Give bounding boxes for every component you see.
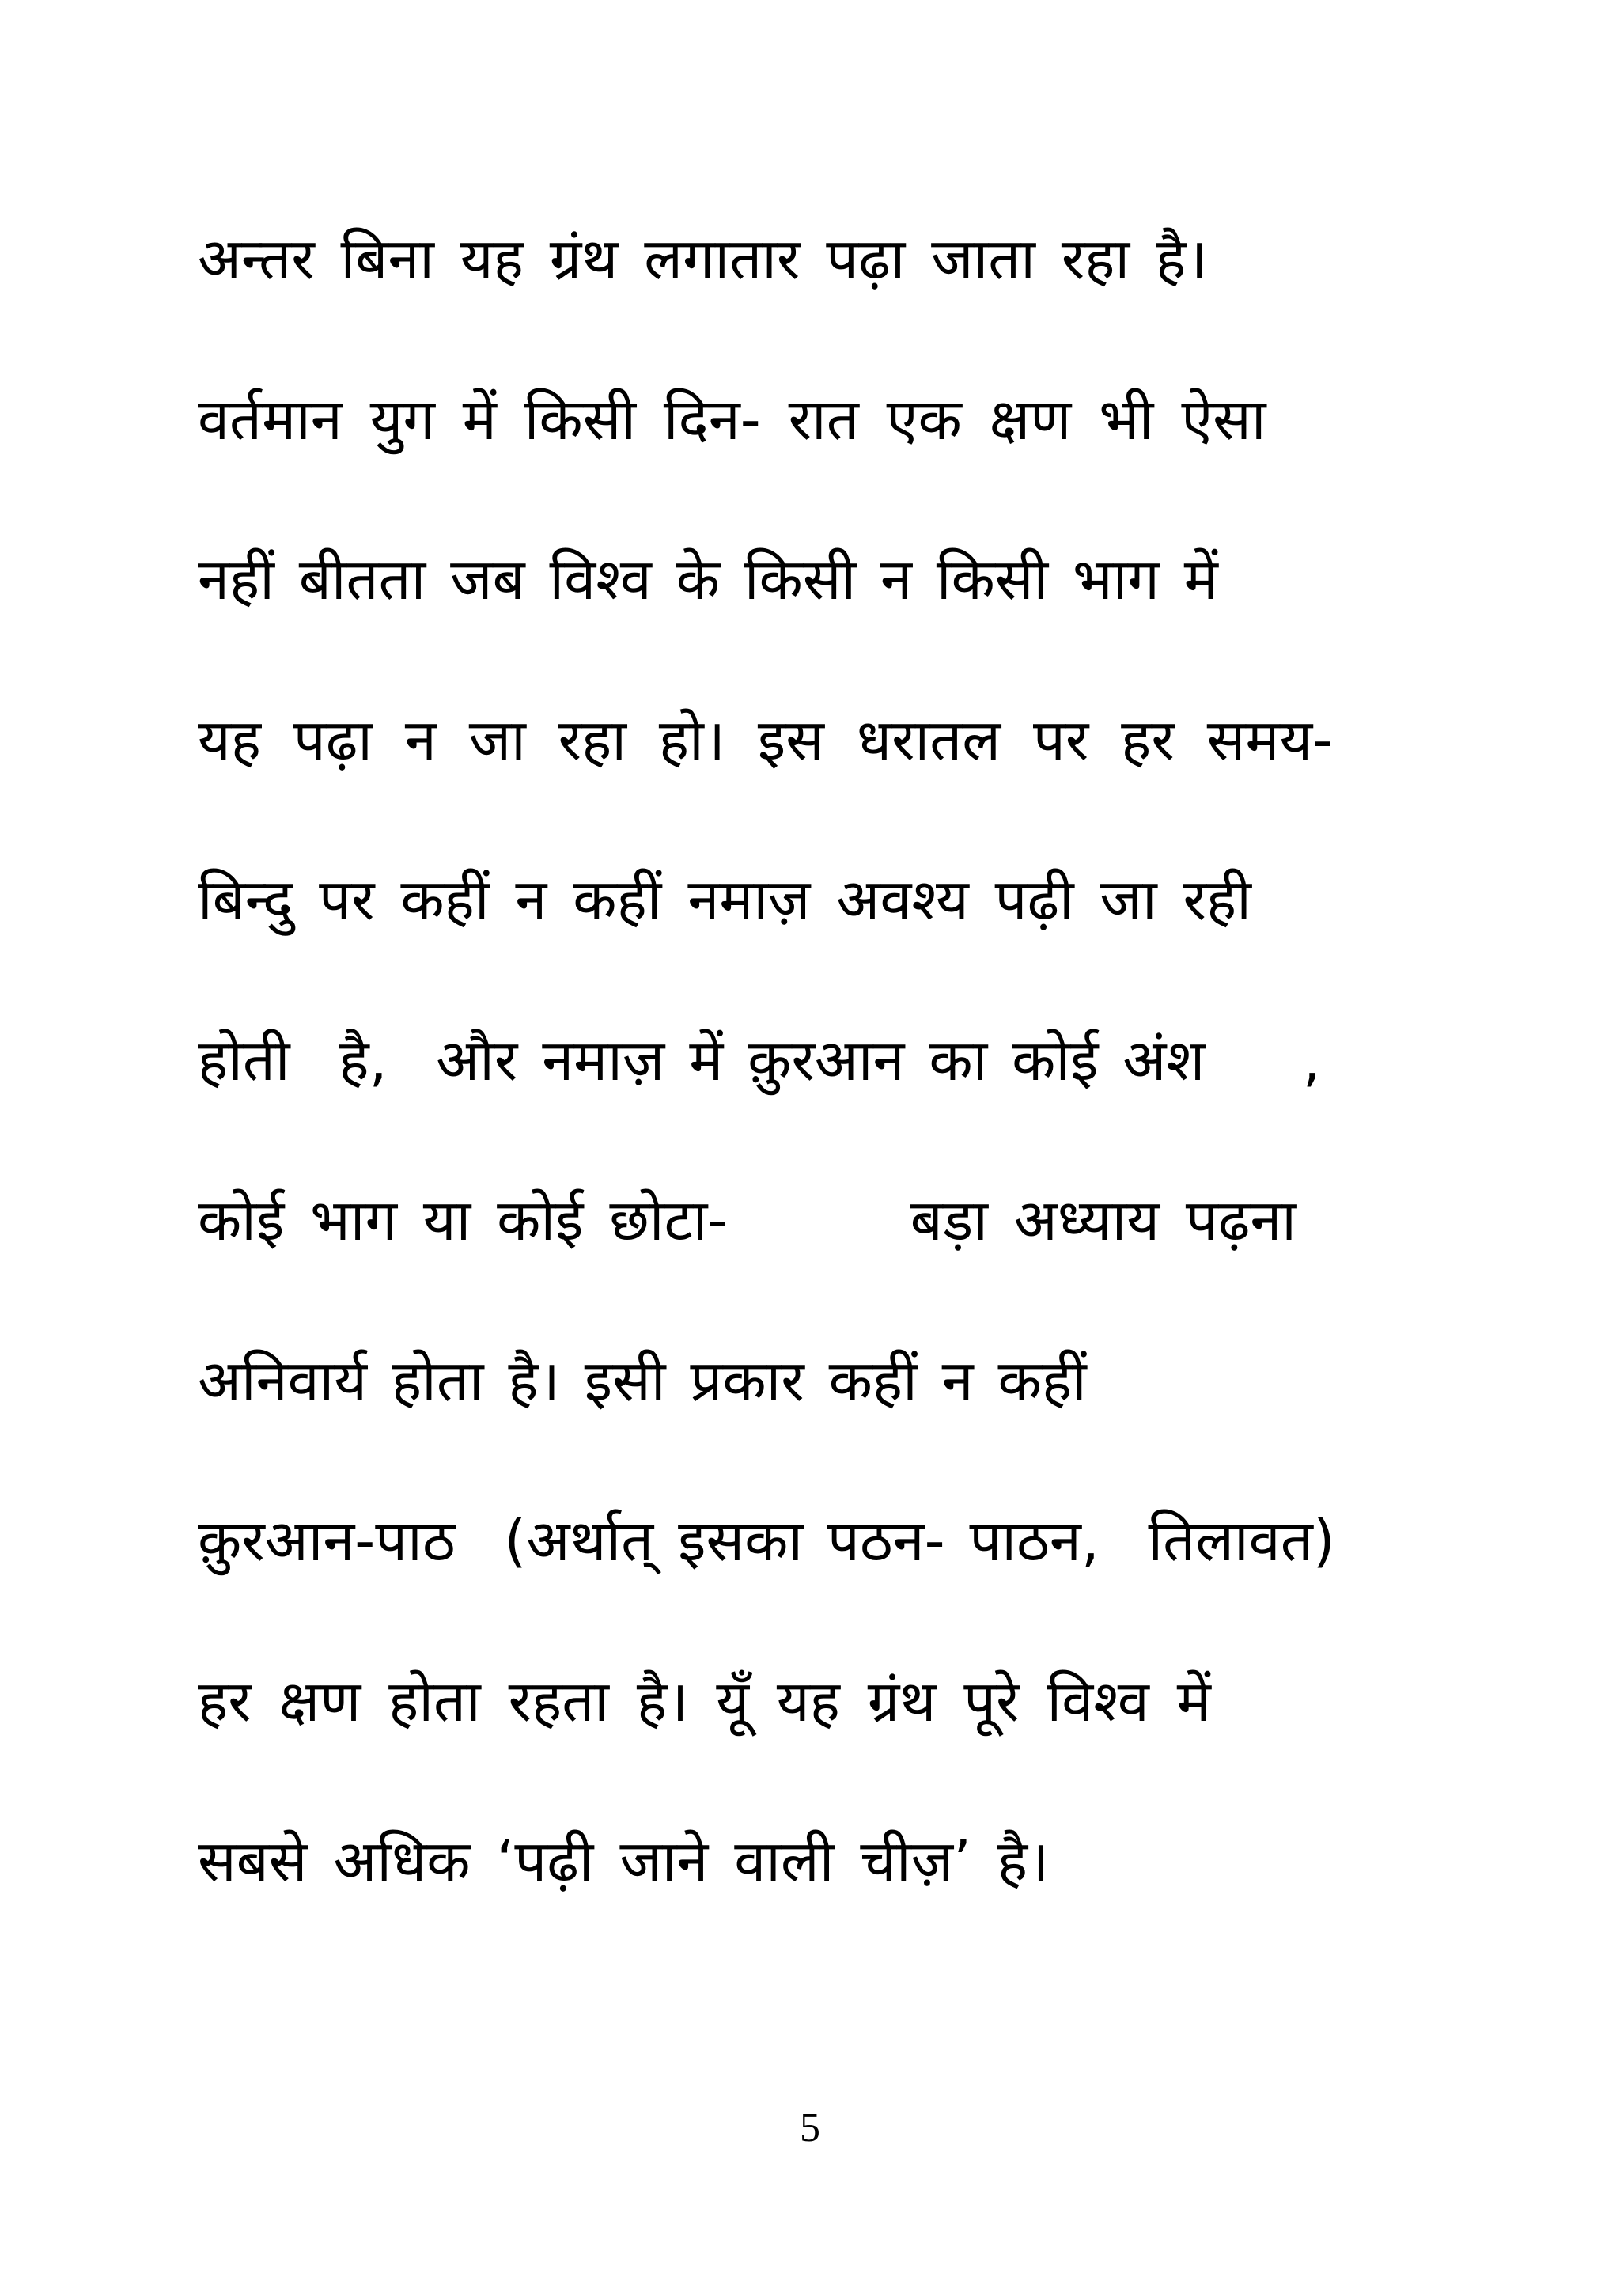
page-number: 5 [800,2105,820,2150]
text-line: होती है, और नमाज़ में क़ुरआन का कोई अंश , [198,1027,1321,1093]
text-line: वर्तमान युग में किसी दिन- रात एक क्षण भी ऐसा [198,386,1266,453]
text-line: बिन्दु पर कहीं न कहीं नमाज़ अवश्य पढ़ी जा रही [198,866,1251,933]
text-line: यह पढ़ा न जा रहा हो। इस धरातल पर हर समय- [198,707,1334,773]
text-line: नहीं बीतता जब विश्व के किसी न किसी भाग में [198,546,1218,612]
text-line: कोई भाग या कोई छोटा- बड़ा अध्याय पढ़ना [198,1187,1296,1253]
text-line: सबसे अधिक ‘पढ़ी जाने वाली चीज़’ है। [198,1828,1050,1894]
text-line: हर क्षण होता रहता है। यूँ यह ग्रंथ पूरे विश्व में [198,1668,1211,1734]
text-line: क़ुरआन-पाठ (अर्थात् इसका पठन- पाठन, तिलावत) [198,1507,1335,1574]
text-line: अन्तर बिना यह ग्रंथ लगातार पढ़ा जाता रहा है। [198,225,1208,292]
text-line: अनिवार्य होता है। इसी प्रकार कहीं न कहीं [198,1347,1087,1414]
